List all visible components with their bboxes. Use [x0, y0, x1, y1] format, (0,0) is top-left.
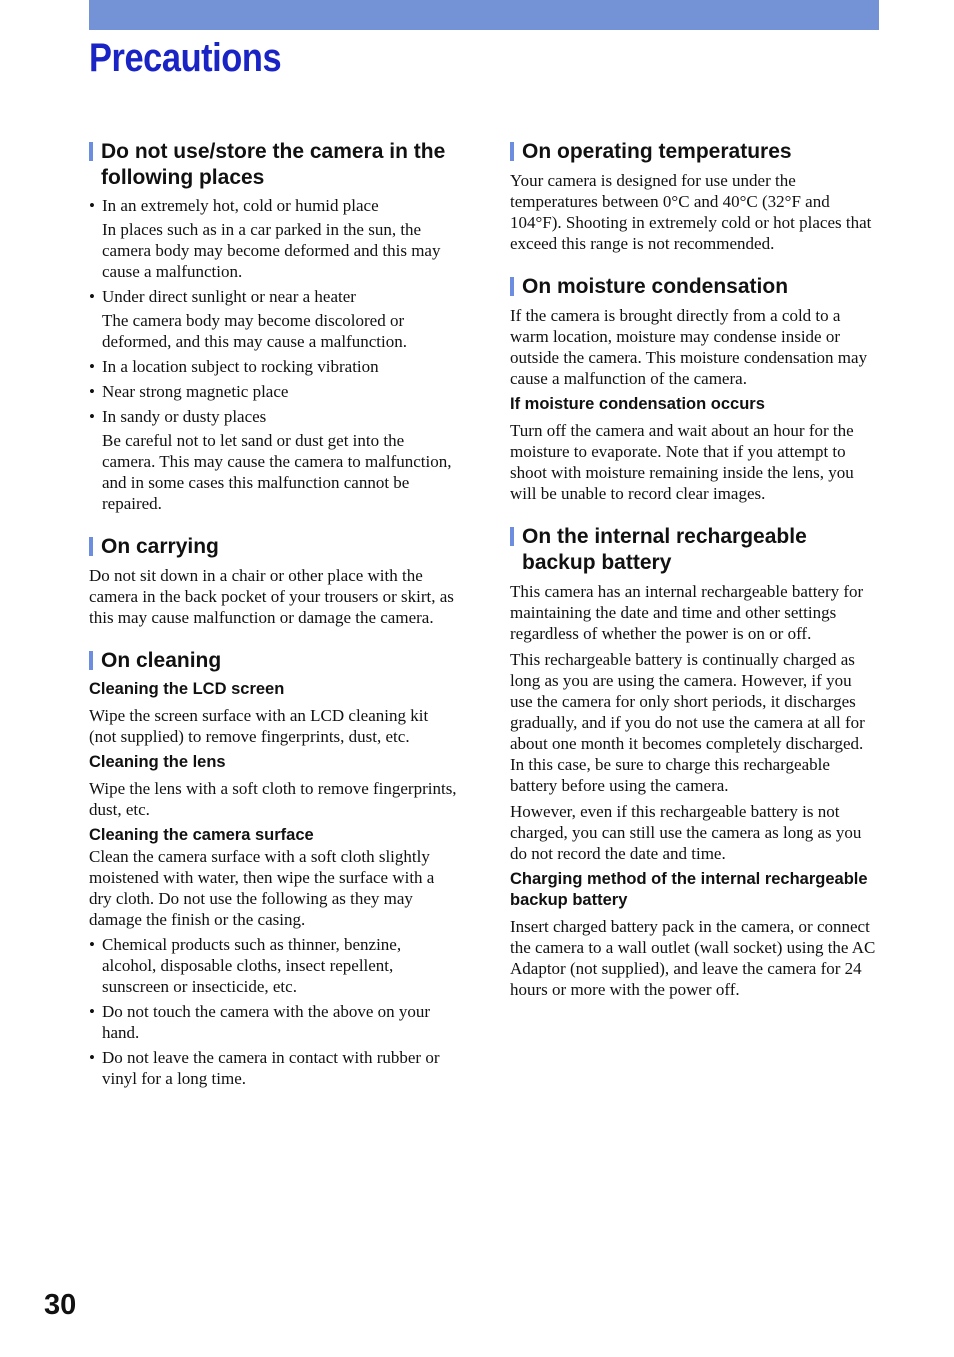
storage-list [89, 195, 457, 514]
section-heading-condensation [510, 274, 878, 300]
condensation-sub-body: Turn off the camera and wait about an hour for the moisture to evaporate. Note that if you attempt to shoot with moisture remaining inside the lens, you will be unable to record clear images. [510, 421, 854, 503]
list-item: • Do not leave the camera in contact with rubber or vinyl for a long time. [89, 1047, 457, 1089]
list-item: • In an extremely hot, cold or humid place [89, 195, 457, 216]
list-item-note: In places such as in a car parked in the sun, the camera body may become deformed and this may cause a malfunction. [102, 220, 441, 281]
right-column [510, 139, 878, 1000]
list-item: • In a location subject to rocking vibration [89, 356, 457, 377]
sub-heading-lcd: Cleaning the LCD screen [89, 680, 285, 698]
battery-body-3: However, even if this rechargeable battery is not charged, you can still use the camera as long as you do not record the date and time. [510, 802, 862, 863]
cleaning-list [89, 934, 457, 1089]
page-number: 30 [44, 1289, 77, 1321]
section-heading-cleaning [89, 648, 457, 674]
sub-heading-lens: Cleaning the lens [89, 753, 226, 771]
battery-body-2: This rechargeable battery is continually charged as long as you are using the camera. However, if you use the camera for only short periods, it discharges gradually, and if you do not use the camera at all for about one month it becomes completely discharged. In this case, be sure to charge this rechargeable battery before using the camera. [510, 650, 865, 795]
surface-body: Clean the camera surface with a soft cloth slightly moistened with water, then wipe the surface with a dry cloth. Do not use the following as they may damage the finish or the casing. [89, 847, 435, 929]
list-item: • Near strong magnetic place [89, 381, 457, 402]
left-column [89, 139, 457, 1089]
battery-body-1: This camera has an internal rechargeable battery for maintaining the date and time and other settings regardless of whether the power is on or off. [510, 582, 864, 643]
sub-heading-condensation-occurs: If moisture condensation occurs [510, 395, 765, 413]
list-item-note: The camera body may become discolored or deformed, and this may cause a malfunction. [102, 311, 407, 351]
section-heading-battery [510, 524, 878, 576]
list-item: • Chemical products such as thinner, benzine, alcohol, disposable cloths, insect repellent, sunscreen or insecticide, etc. [89, 934, 457, 997]
lens-body: Wipe the lens with a soft cloth to remove fingerprints, dust, etc. [89, 779, 457, 819]
section-heading-temperature-text: On operating temperatures [522, 140, 792, 163]
heading-marker [89, 651, 93, 670]
section-heading-carrying [89, 534, 457, 560]
heading-marker [510, 277, 514, 296]
page-title: Precautions [89, 36, 282, 80]
sub-heading-charging-method: Charging method of the internal rechargeable backup battery [510, 870, 868, 909]
section-heading-condensation-text: On moisture condensation [522, 275, 789, 298]
charging-method-body: Insert charged battery pack in the camera, or connect the camera to a wall outlet (wall socket) using the AC Adaptor (not supplied), and leave the camera for 24 hours or more with the power off. [510, 917, 876, 999]
section-heading-temperature [510, 139, 878, 165]
list-item: • Do not touch the camera with the above on your hand. [89, 1001, 457, 1043]
header-color-bar [89, 0, 879, 30]
list-item: • Under direct sunlight or near a heater [89, 286, 457, 307]
section-heading-carrying-text: On carrying [101, 535, 219, 558]
lcd-body: Wipe the screen surface with an LCD cleaning kit (not supplied) to remove fingerprints, dust, etc. [89, 706, 429, 746]
section-heading-battery-text: On the internal rechargeable backup battery [522, 525, 807, 574]
section-heading-storage [89, 139, 457, 191]
condensation-body: If the camera is brought directly from a cold to a warm location, moisture may condense inside or outside the camera. This moisture condensation may cause a malfunction of the camera. [510, 306, 868, 388]
carrying-body: Do not sit down in a chair or other place with the camera in the back pocket of your trousers or skirt, as this may cause malfunction or damage the camera. [89, 566, 454, 627]
heading-marker [89, 537, 93, 556]
section-heading-cleaning-text: On cleaning [101, 649, 222, 672]
list-item-note: Be careful not to let sand or dust get into the camera. This may cause the camera to malfunction, and in some cases this malfunction cannot be repaired. [102, 431, 452, 513]
heading-marker [510, 142, 514, 161]
section-heading-storage-text: Do not use/store the camera in the following places [101, 140, 446, 189]
temperature-body: Your camera is designed for use under the temperatures between 0°C and 40°C (32°F and 104°F). Shooting in extremely cold or hot places that exceed this range is not recommended. [510, 171, 872, 253]
sub-heading-surface: Cleaning the camera surface [89, 826, 314, 844]
heading-marker [89, 142, 93, 161]
list-item: • In sandy or dusty places [89, 406, 457, 427]
heading-marker [510, 527, 514, 546]
